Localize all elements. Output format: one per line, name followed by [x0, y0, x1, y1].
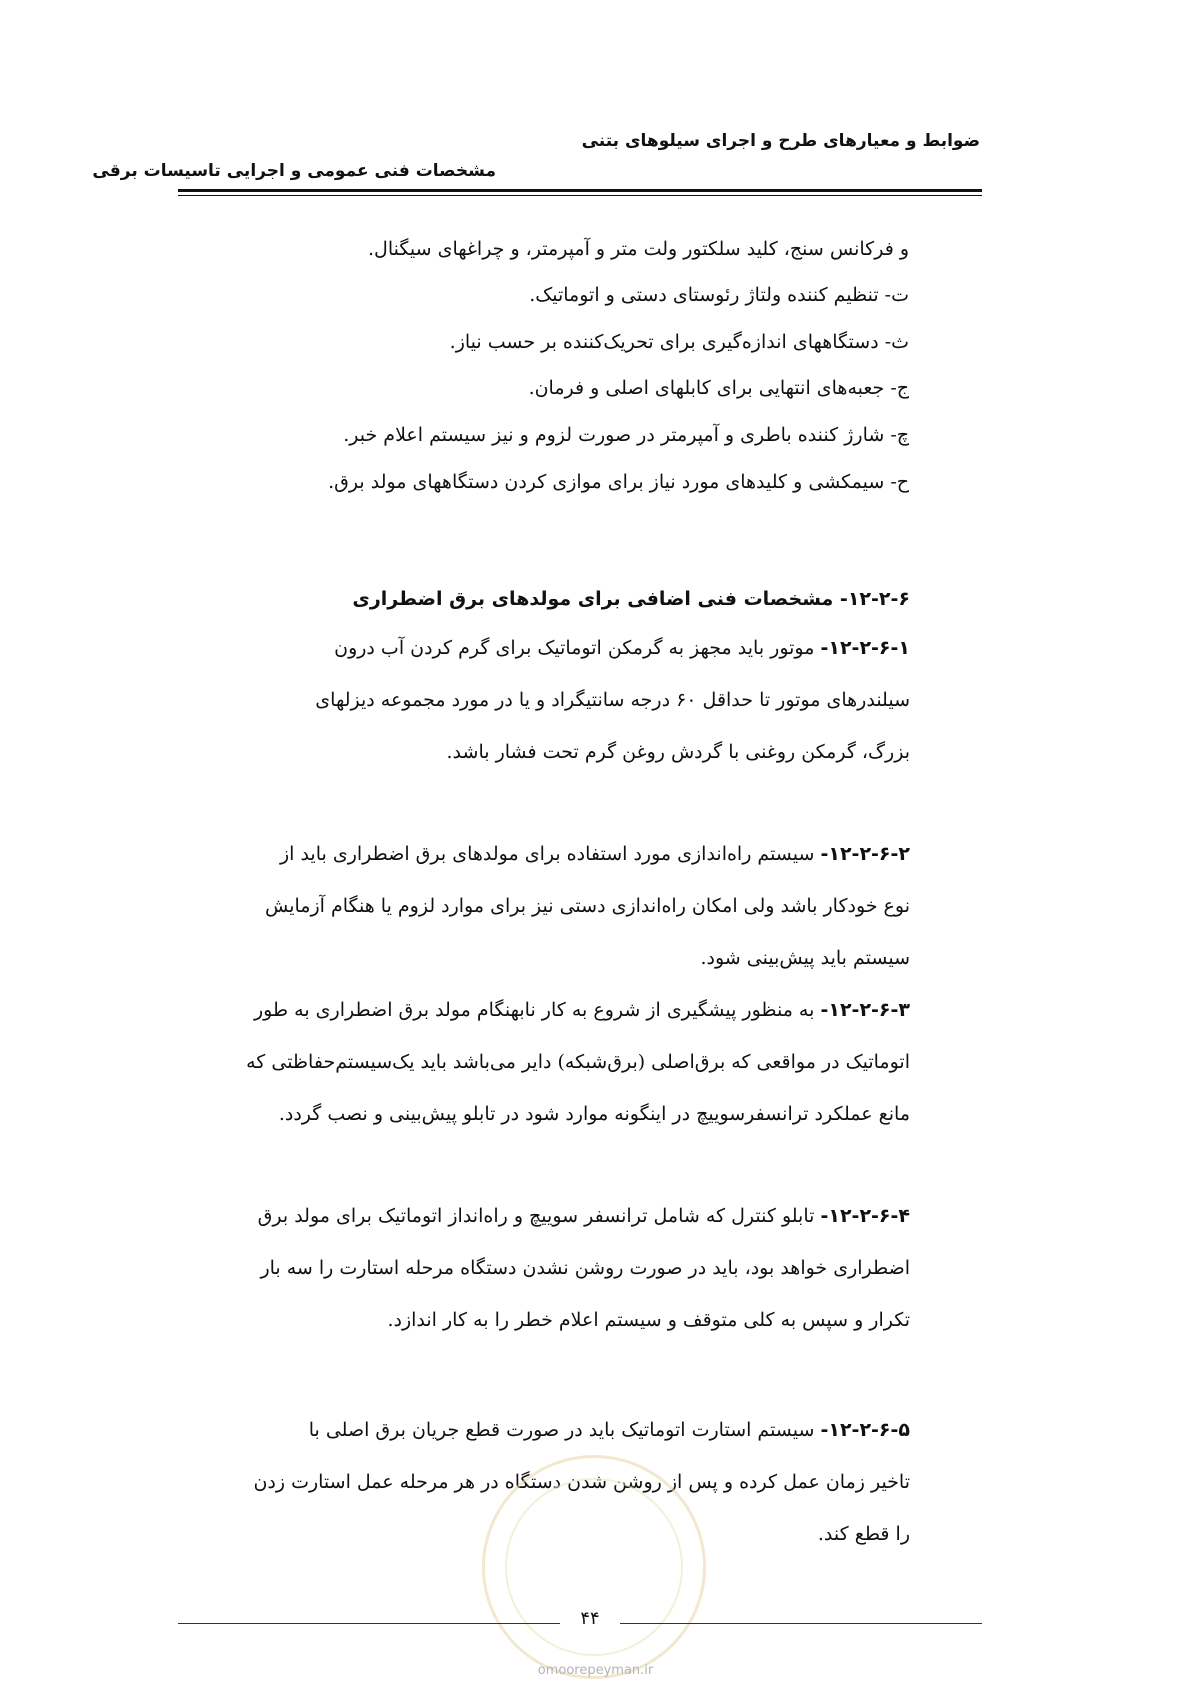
list-item: چ- شارژ کننده باطری و آمپرمتر در صورت لزوم و نیز سیستم اعلام خبر.	[343, 424, 909, 446]
header-rule-thick	[178, 189, 982, 192]
section-heading: ۱۲-۲-۶- مشخصات فنی اضافی برای مولدهای برق اضطراری	[352, 588, 910, 610]
list-item: ح- سیمکشی و کلیدهای مورد نیاز برای موازی کردن دستگاههای مولد برق.	[328, 471, 909, 493]
paragraph-line: ۱۲-۲-۶-۴- تابلو کنترل که شامل ترانسفر سوییچ و راه‌انداز اتوماتیک برای مولد برق	[257, 1205, 910, 1227]
paragraph-line: بزرگ، گرمکن روغنی با گردش روغن گرم تحت فشار باشد.	[446, 741, 910, 763]
paragraph-line: ۱۲-۲-۶-۳- به منظور پیشگیری از شروع به کار نابهنگام مولد برق اضطراری به طور	[254, 999, 910, 1021]
paragraph-line: ۱۲-۲-۶-۲- سیستم راه‌اندازی مورد استفاده برای مولدهای برق اضطراری باید از	[279, 843, 910, 865]
list-item: ت- تنظیم کننده ولتاژ رئوستای دستی و اتوماتیک.	[529, 284, 909, 306]
site-watermark: omoorepeyman.ir	[537, 1663, 654, 1678]
header-rule-thin	[178, 195, 982, 196]
paragraph-number: ۱۲-۲-۶-۴-	[820, 1205, 910, 1227]
paragraph-line: سیلندرهای موتور تا حداقل ۶۰ درجه سانتیگراد و یا در مورد مجموعه دیزلهای	[315, 689, 910, 711]
running-header-title: ضوابط و معیارهای طرح و اجرای سیلوهای بتنی	[581, 131, 980, 151]
paragraph-number: ۱۲-۲-۶-۵-	[820, 1419, 910, 1441]
list-item: ث- دستگاههای اندازه‌گیری برای تحریک‌کننده بر حسب نیاز.	[449, 331, 909, 353]
paragraph-line: ۱۲-۲-۶-۱- موتور باید مجهز به گرمکن اتوماتیک برای گرم کردن آب درون	[334, 637, 910, 659]
paragraph-line: اتوماتیک در مواقعی که برق‌اصلی (برق‌شبکه) دایر می‌باشد باید یک‌سیستم‌حفاظتی که	[246, 1051, 910, 1073]
paragraph-line: اضطراری خواهد بود، باید در صورت روشن نشدن دستگاه مرحله استارت را سه بار	[260, 1257, 910, 1279]
paragraph-line: را قطع کند.	[817, 1523, 910, 1545]
list-item: ج- جعبه‌های انتهایی برای کابلهای اصلی و فرمان.	[528, 377, 909, 399]
paragraph-line: مانع عملکرد ترانسفرسوییچ در اینگونه موارد شود در تابلو پیش‌بینی و نصب گردد.	[278, 1103, 910, 1125]
page-number: ۴۴	[560, 1608, 620, 1629]
paragraph-number: ۱۲-۲-۶-۲-	[820, 843, 910, 865]
paragraph-line: نوع خودکار باشد ولی امکان راه‌اندازی دستی نیز برای موارد لزوم یا هنگام آزمایش	[264, 895, 910, 917]
paragraph-line: ۱۲-۲-۶-۵- سیستم استارت اتوماتیک باید در صورت قطع جریان برق اصلی با	[308, 1419, 910, 1441]
list-item: و فرکانس سنج، کلید سلکتور ولت متر و آمپرمتر، و چراغهای سیگنال.	[368, 238, 909, 260]
running-header-subtitle: مشخصات فنی عمومی و اجرایی تاسیسات برقی	[92, 161, 496, 181]
watermark-seal	[482, 1455, 706, 1679]
paragraph-line: سیستم باید پیش‌بینی شود.	[700, 947, 910, 969]
paragraph-line: تکرار و سپس به کلی متوقف و سیستم اعلام خطر را به کار اندازد.	[387, 1309, 910, 1331]
paragraph-number: ۱۲-۲-۶-۳-	[820, 999, 910, 1021]
paragraph-line: تاخیر زمان عمل کرده و پس از روشن شدن دستگاه در هر مرحله عمل استارت زدن	[253, 1471, 910, 1493]
paragraph-number: ۱۲-۲-۶-۱-	[820, 637, 910, 659]
